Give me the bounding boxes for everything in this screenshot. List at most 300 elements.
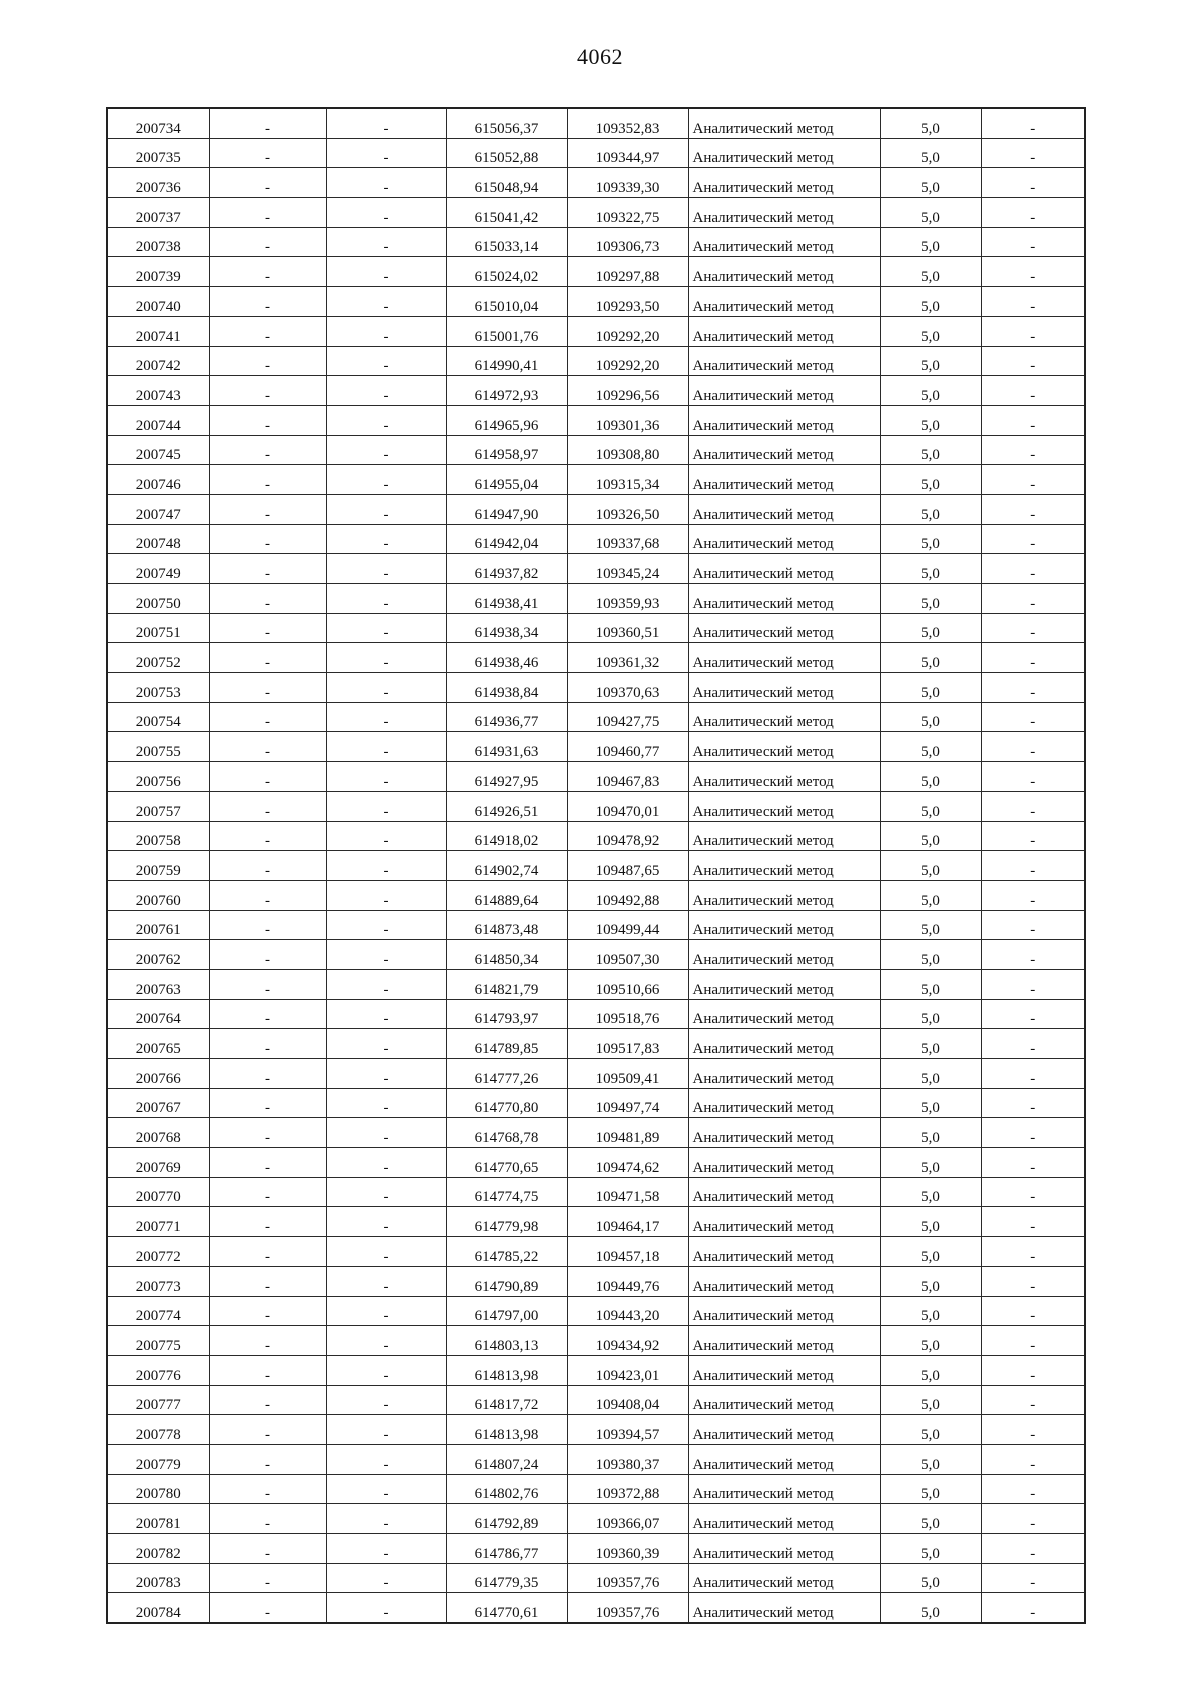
accuracy-cell: 5,0 — [880, 1029, 981, 1059]
accuracy-cell: 5,0 — [880, 168, 981, 198]
x-coordinate-cell: 614817,72 — [446, 1385, 567, 1415]
x-coordinate-cell: 614802,76 — [446, 1474, 567, 1504]
empty-cell: - — [326, 851, 446, 881]
empty-cell: - — [326, 1148, 446, 1178]
method-cell: Аналитический метод — [688, 1355, 880, 1385]
empty-cell: - — [981, 138, 1085, 168]
method-cell: Аналитический метод — [688, 1474, 880, 1504]
empty-cell: - — [326, 554, 446, 584]
x-coordinate-cell: 614938,41 — [446, 584, 567, 614]
y-coordinate-cell: 109509,41 — [567, 1059, 688, 1089]
empty-cell: - — [209, 346, 326, 376]
empty-cell: - — [981, 999, 1085, 1029]
method-cell: Аналитический метод — [688, 613, 880, 643]
empty-cell: - — [326, 940, 446, 970]
y-coordinate-cell: 109478,92 — [567, 821, 688, 851]
table-row — [107, 108, 1085, 138]
empty-cell: - — [326, 494, 446, 524]
accuracy-cell: 5,0 — [880, 257, 981, 287]
x-coordinate-cell: 614813,98 — [446, 1355, 567, 1385]
point-number-cell: 200749 — [107, 554, 209, 584]
table-row — [107, 1415, 1085, 1445]
accuracy-cell: 5,0 — [880, 1355, 981, 1385]
empty-cell: - — [326, 1504, 446, 1534]
empty-cell: - — [209, 1385, 326, 1415]
y-coordinate-cell: 109497,74 — [567, 1088, 688, 1118]
table-row — [107, 969, 1085, 999]
table-row — [107, 524, 1085, 554]
table-row — [107, 791, 1085, 821]
empty-cell: - — [981, 1444, 1085, 1474]
empty-cell: - — [981, 851, 1085, 881]
method-cell: Аналитический метод — [688, 702, 880, 732]
y-coordinate-cell: 109510,66 — [567, 969, 688, 999]
method-cell: Аналитический метод — [688, 910, 880, 940]
point-number-cell: 200742 — [107, 346, 209, 376]
empty-cell: - — [981, 108, 1085, 138]
x-coordinate-cell: 614927,95 — [446, 762, 567, 792]
empty-cell: - — [326, 405, 446, 435]
x-coordinate-cell: 615010,04 — [446, 287, 567, 317]
table-row — [107, 138, 1085, 168]
table-row — [107, 910, 1085, 940]
empty-cell: - — [326, 821, 446, 851]
empty-cell: - — [326, 613, 446, 643]
empty-cell: - — [981, 702, 1085, 732]
empty-cell: - — [326, 1088, 446, 1118]
empty-cell: - — [209, 1415, 326, 1445]
point-number-cell: 200769 — [107, 1148, 209, 1178]
method-cell: Аналитический метод — [688, 1029, 880, 1059]
x-coordinate-cell: 614972,93 — [446, 376, 567, 406]
page-number: 4062 — [577, 44, 623, 69]
empty-cell: - — [326, 287, 446, 317]
y-coordinate-cell: 109345,24 — [567, 554, 688, 584]
accuracy-cell: 5,0 — [880, 1148, 981, 1178]
y-coordinate-cell: 109357,76 — [567, 1563, 688, 1593]
empty-cell: - — [326, 791, 446, 821]
empty-cell: - — [981, 1118, 1085, 1148]
point-number-cell: 200745 — [107, 435, 209, 465]
method-cell: Аналитический метод — [688, 940, 880, 970]
empty-cell: - — [209, 673, 326, 703]
x-coordinate-cell: 614789,85 — [446, 1029, 567, 1059]
accuracy-cell: 5,0 — [880, 702, 981, 732]
empty-cell: - — [981, 969, 1085, 999]
method-cell: Аналитический метод — [688, 1148, 880, 1178]
empty-cell: - — [981, 584, 1085, 614]
method-cell: Аналитический метод — [688, 108, 880, 138]
empty-cell: - — [209, 1563, 326, 1593]
x-coordinate-cell: 614785,22 — [446, 1237, 567, 1267]
empty-cell: - — [981, 1355, 1085, 1385]
method-cell: Аналитический метод — [688, 435, 880, 465]
empty-cell: - — [981, 791, 1085, 821]
empty-cell: - — [981, 821, 1085, 851]
point-number-cell: 200747 — [107, 494, 209, 524]
x-coordinate-cell: 614958,97 — [446, 435, 567, 465]
table-row — [107, 643, 1085, 673]
empty-cell: - — [209, 554, 326, 584]
y-coordinate-cell: 109427,75 — [567, 702, 688, 732]
empty-cell: - — [326, 584, 446, 614]
point-number-cell: 200752 — [107, 643, 209, 673]
empty-cell: - — [326, 1177, 446, 1207]
method-cell: Аналитический метод — [688, 1444, 880, 1474]
empty-cell: - — [326, 108, 446, 138]
y-coordinate-cell: 109434,92 — [567, 1326, 688, 1356]
method-cell: Аналитический метод — [688, 138, 880, 168]
point-number-cell: 200756 — [107, 762, 209, 792]
x-coordinate-cell: 614902,74 — [446, 851, 567, 881]
accuracy-cell: 5,0 — [880, 1504, 981, 1534]
y-coordinate-cell: 109464,17 — [567, 1207, 688, 1237]
x-coordinate-cell: 614926,51 — [446, 791, 567, 821]
empty-cell: - — [981, 940, 1085, 970]
accuracy-cell: 5,0 — [880, 673, 981, 703]
empty-cell: - — [209, 405, 326, 435]
empty-cell: - — [209, 702, 326, 732]
empty-cell: - — [981, 673, 1085, 703]
x-coordinate-cell: 614947,90 — [446, 494, 567, 524]
empty-cell: - — [209, 969, 326, 999]
empty-cell: - — [981, 1534, 1085, 1564]
accuracy-cell: 5,0 — [880, 316, 981, 346]
y-coordinate-cell: 109499,44 — [567, 910, 688, 940]
y-coordinate-cell: 109292,20 — [567, 316, 688, 346]
method-cell: Аналитический метод — [688, 1593, 880, 1623]
empty-cell: - — [209, 1504, 326, 1534]
method-cell: Аналитический метод — [688, 405, 880, 435]
point-number-cell: 200782 — [107, 1534, 209, 1564]
empty-cell: - — [981, 613, 1085, 643]
empty-cell: - — [209, 435, 326, 465]
empty-cell: - — [326, 1266, 446, 1296]
empty-cell: - — [326, 227, 446, 257]
empty-cell: - — [981, 1296, 1085, 1326]
accuracy-cell: 5,0 — [880, 494, 981, 524]
empty-cell: - — [981, 1148, 1085, 1178]
y-coordinate-cell: 109470,01 — [567, 791, 688, 821]
y-coordinate-cell: 109301,36 — [567, 405, 688, 435]
point-number-cell: 200737 — [107, 198, 209, 228]
point-number-cell: 200741 — [107, 316, 209, 346]
x-coordinate-cell: 614937,82 — [446, 554, 567, 584]
empty-cell: - — [209, 910, 326, 940]
table-row — [107, 168, 1085, 198]
table-row — [107, 1474, 1085, 1504]
empty-cell: - — [209, 880, 326, 910]
empty-cell: - — [981, 346, 1085, 376]
x-coordinate-cell: 614797,00 — [446, 1296, 567, 1326]
method-cell: Аналитический метод — [688, 1118, 880, 1148]
point-number-cell: 200776 — [107, 1355, 209, 1385]
empty-cell: - — [326, 969, 446, 999]
table-row — [107, 702, 1085, 732]
y-coordinate-cell: 109315,34 — [567, 465, 688, 495]
empty-cell: - — [326, 376, 446, 406]
method-cell: Аналитический метод — [688, 316, 880, 346]
empty-cell: - — [209, 1118, 326, 1148]
y-coordinate-cell: 109361,32 — [567, 643, 688, 673]
empty-cell: - — [209, 524, 326, 554]
y-coordinate-cell: 109423,01 — [567, 1355, 688, 1385]
empty-cell: - — [326, 1059, 446, 1089]
empty-cell: - — [981, 1326, 1085, 1356]
table-row — [107, 1088, 1085, 1118]
accuracy-cell: 5,0 — [880, 554, 981, 584]
y-coordinate-cell: 109360,39 — [567, 1534, 688, 1564]
empty-cell: - — [981, 1237, 1085, 1267]
method-cell: Аналитический метод — [688, 584, 880, 614]
x-coordinate-cell: 614792,89 — [446, 1504, 567, 1534]
empty-cell: - — [981, 1593, 1085, 1623]
y-coordinate-cell: 109339,30 — [567, 168, 688, 198]
point-number-cell: 200781 — [107, 1504, 209, 1534]
table-row — [107, 1326, 1085, 1356]
method-cell: Аналитический метод — [688, 1088, 880, 1118]
accuracy-cell: 5,0 — [880, 613, 981, 643]
y-coordinate-cell: 109460,77 — [567, 732, 688, 762]
accuracy-cell: 5,0 — [880, 1474, 981, 1504]
empty-cell: - — [209, 1296, 326, 1326]
accuracy-cell: 5,0 — [880, 940, 981, 970]
empty-cell: - — [981, 1563, 1085, 1593]
empty-cell: - — [326, 1563, 446, 1593]
method-cell: Аналитический метод — [688, 762, 880, 792]
empty-cell: - — [326, 1593, 446, 1623]
empty-cell: - — [326, 643, 446, 673]
accuracy-cell: 5,0 — [880, 138, 981, 168]
accuracy-cell: 5,0 — [880, 1207, 981, 1237]
empty-cell: - — [326, 1385, 446, 1415]
y-coordinate-cell: 109394,57 — [567, 1415, 688, 1445]
method-cell: Аналитический метод — [688, 1207, 880, 1237]
x-coordinate-cell: 614942,04 — [446, 524, 567, 554]
empty-cell: - — [209, 732, 326, 762]
table-row — [107, 1177, 1085, 1207]
method-cell: Аналитический метод — [688, 1296, 880, 1326]
empty-cell: - — [209, 1326, 326, 1356]
x-coordinate-cell: 614770,80 — [446, 1088, 567, 1118]
empty-cell: - — [981, 1177, 1085, 1207]
point-number-cell: 200763 — [107, 969, 209, 999]
point-number-cell: 200739 — [107, 257, 209, 287]
point-number-cell: 200771 — [107, 1207, 209, 1237]
empty-cell: - — [326, 1474, 446, 1504]
empty-cell: - — [209, 108, 326, 138]
table-row — [107, 316, 1085, 346]
empty-cell: - — [326, 1534, 446, 1564]
x-coordinate-cell: 615033,14 — [446, 227, 567, 257]
method-cell: Аналитический метод — [688, 198, 880, 228]
x-coordinate-cell: 614936,77 — [446, 702, 567, 732]
y-coordinate-cell: 109292,20 — [567, 346, 688, 376]
table-row — [107, 999, 1085, 1029]
table-row — [107, 613, 1085, 643]
method-cell: Аналитический метод — [688, 1326, 880, 1356]
point-number-cell: 200740 — [107, 287, 209, 317]
table-row — [107, 287, 1085, 317]
method-cell: Аналитический метод — [688, 732, 880, 762]
method-cell: Аналитический метод — [688, 287, 880, 317]
empty-cell: - — [981, 494, 1085, 524]
empty-cell: - — [326, 138, 446, 168]
y-coordinate-cell: 109360,51 — [567, 613, 688, 643]
accuracy-cell: 5,0 — [880, 584, 981, 614]
empty-cell: - — [981, 168, 1085, 198]
x-coordinate-cell: 614803,13 — [446, 1326, 567, 1356]
empty-cell: - — [326, 316, 446, 346]
accuracy-cell: 5,0 — [880, 1237, 981, 1267]
accuracy-cell: 5,0 — [880, 198, 981, 228]
accuracy-cell: 5,0 — [880, 1177, 981, 1207]
method-cell: Аналитический метод — [688, 791, 880, 821]
empty-cell: - — [326, 1237, 446, 1267]
point-number-cell: 200734 — [107, 108, 209, 138]
empty-cell: - — [209, 851, 326, 881]
point-number-cell: 200774 — [107, 1296, 209, 1326]
point-number-cell: 200750 — [107, 584, 209, 614]
x-coordinate-cell: 614821,79 — [446, 969, 567, 999]
empty-cell: - — [326, 257, 446, 287]
empty-cell: - — [981, 1266, 1085, 1296]
empty-cell: - — [981, 643, 1085, 673]
empty-cell: - — [326, 168, 446, 198]
table-row — [107, 554, 1085, 584]
empty-cell: - — [326, 762, 446, 792]
point-number-cell: 200736 — [107, 168, 209, 198]
method-cell: Аналитический метод — [688, 999, 880, 1029]
point-number-cell: 200770 — [107, 1177, 209, 1207]
empty-cell: - — [326, 1444, 446, 1474]
y-coordinate-cell: 109492,88 — [567, 880, 688, 910]
accuracy-cell: 5,0 — [880, 1118, 981, 1148]
empty-cell: - — [209, 1148, 326, 1178]
empty-cell: - — [981, 1029, 1085, 1059]
empty-cell: - — [981, 198, 1085, 228]
accuracy-cell: 5,0 — [880, 108, 981, 138]
empty-cell: - — [209, 613, 326, 643]
empty-cell: - — [981, 732, 1085, 762]
table-row — [107, 1029, 1085, 1059]
x-coordinate-cell: 614938,34 — [446, 613, 567, 643]
accuracy-cell: 5,0 — [880, 791, 981, 821]
method-cell: Аналитический метод — [688, 880, 880, 910]
point-number-cell: 200758 — [107, 821, 209, 851]
table-row — [107, 940, 1085, 970]
y-coordinate-cell: 109308,80 — [567, 435, 688, 465]
table-row — [107, 346, 1085, 376]
table-row — [107, 1207, 1085, 1237]
y-coordinate-cell: 109507,30 — [567, 940, 688, 970]
empty-cell: - — [209, 999, 326, 1029]
empty-cell: - — [209, 762, 326, 792]
method-cell: Аналитический метод — [688, 1177, 880, 1207]
empty-cell: - — [981, 376, 1085, 406]
point-number-cell: 200778 — [107, 1415, 209, 1445]
method-cell: Аналитический метод — [688, 969, 880, 999]
table-row — [107, 1237, 1085, 1267]
empty-cell: - — [209, 1237, 326, 1267]
point-number-cell: 200784 — [107, 1593, 209, 1623]
point-number-cell: 200780 — [107, 1474, 209, 1504]
method-cell: Аналитический метод — [688, 1059, 880, 1089]
method-cell: Аналитический метод — [688, 1266, 880, 1296]
x-coordinate-cell: 614938,46 — [446, 643, 567, 673]
empty-cell: - — [981, 227, 1085, 257]
empty-cell: - — [981, 465, 1085, 495]
empty-cell: - — [981, 1385, 1085, 1415]
empty-cell: - — [326, 1207, 446, 1237]
table-row — [107, 1593, 1085, 1623]
empty-cell: - — [326, 198, 446, 228]
point-number-cell: 200764 — [107, 999, 209, 1029]
x-coordinate-cell: 614813,98 — [446, 1415, 567, 1445]
accuracy-cell: 5,0 — [880, 821, 981, 851]
accuracy-cell: 5,0 — [880, 287, 981, 317]
x-coordinate-cell: 614965,96 — [446, 405, 567, 435]
point-number-cell: 200765 — [107, 1029, 209, 1059]
y-coordinate-cell: 109306,73 — [567, 227, 688, 257]
y-coordinate-cell: 109449,76 — [567, 1266, 688, 1296]
x-coordinate-cell: 615056,37 — [446, 108, 567, 138]
method-cell: Аналитический метод — [688, 346, 880, 376]
method-cell: Аналитический метод — [688, 673, 880, 703]
empty-cell: - — [326, 999, 446, 1029]
method-cell: Аналитический метод — [688, 554, 880, 584]
empty-cell: - — [209, 940, 326, 970]
y-coordinate-cell: 109326,50 — [567, 494, 688, 524]
y-coordinate-cell: 109408,04 — [567, 1385, 688, 1415]
empty-cell: - — [326, 910, 446, 940]
method-cell: Аналитический метод — [688, 851, 880, 881]
empty-cell: - — [326, 880, 446, 910]
x-coordinate-cell: 614807,24 — [446, 1444, 567, 1474]
empty-cell: - — [209, 465, 326, 495]
method-cell: Аналитический метод — [688, 1237, 880, 1267]
point-number-cell: 200761 — [107, 910, 209, 940]
table-row — [107, 227, 1085, 257]
point-number-cell: 200748 — [107, 524, 209, 554]
empty-cell: - — [209, 1029, 326, 1059]
y-coordinate-cell: 109487,65 — [567, 851, 688, 881]
x-coordinate-cell: 614918,02 — [446, 821, 567, 851]
table-row — [107, 1266, 1085, 1296]
empty-cell: - — [209, 1444, 326, 1474]
point-number-cell: 200755 — [107, 732, 209, 762]
table-row — [107, 257, 1085, 287]
y-coordinate-cell: 109359,93 — [567, 584, 688, 614]
table-row — [107, 673, 1085, 703]
x-coordinate-cell: 615041,42 — [446, 198, 567, 228]
y-coordinate-cell: 109467,83 — [567, 762, 688, 792]
empty-cell: - — [981, 524, 1085, 554]
point-number-cell: 200775 — [107, 1326, 209, 1356]
empty-cell: - — [209, 584, 326, 614]
point-number-cell: 200777 — [107, 1385, 209, 1415]
y-coordinate-cell: 109380,37 — [567, 1444, 688, 1474]
method-cell: Аналитический метод — [688, 1563, 880, 1593]
method-cell: Аналитический метод — [688, 1534, 880, 1564]
empty-cell: - — [209, 1474, 326, 1504]
empty-cell: - — [326, 673, 446, 703]
y-coordinate-cell: 109474,62 — [567, 1148, 688, 1178]
method-cell: Аналитический метод — [688, 1504, 880, 1534]
accuracy-cell: 5,0 — [880, 643, 981, 673]
empty-cell: - — [209, 1534, 326, 1564]
y-coordinate-cell: 109366,07 — [567, 1504, 688, 1534]
